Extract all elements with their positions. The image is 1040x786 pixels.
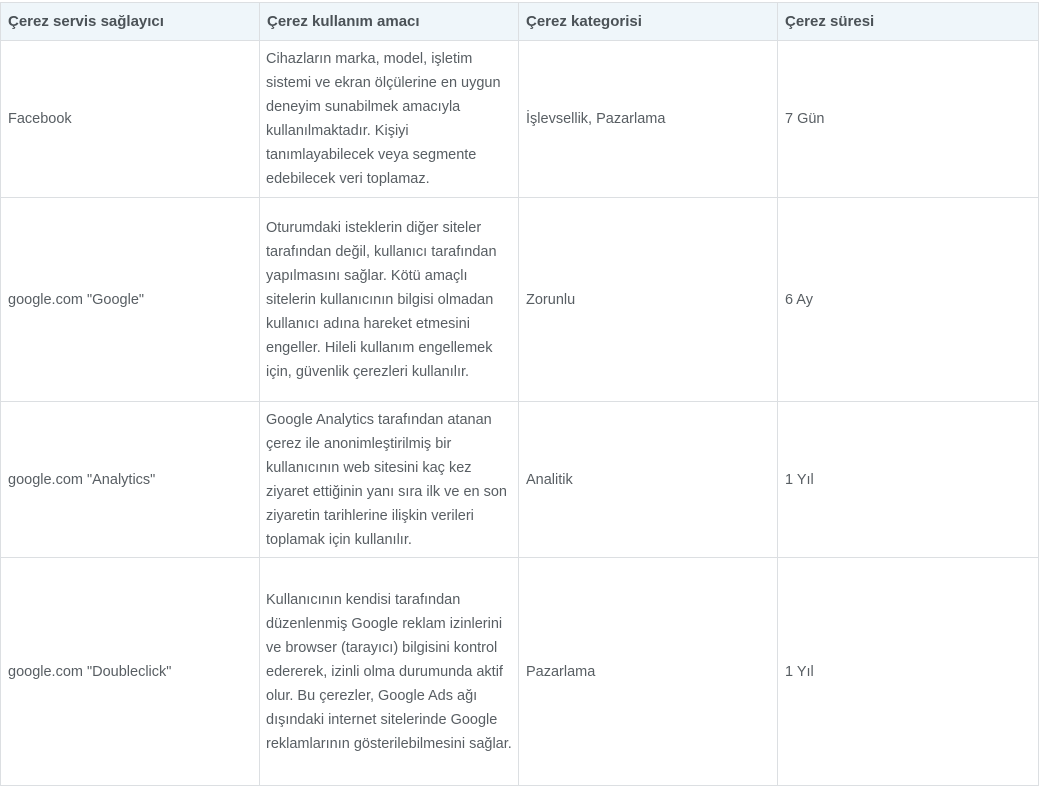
cell-duration: 1 Yıl: [778, 402, 1039, 558]
table-header: [1, 3, 1039, 41]
header-purpose: Çerez kullanım amacı: [260, 3, 519, 41]
header-category: Çerez kategorisi: [519, 3, 778, 41]
cookie-table: [0, 2, 1039, 786]
table-row: [1, 198, 1039, 402]
cell-category: İşlevsellik, Pazarlama: [519, 41, 778, 198]
cell-provider: google.com "Doubleclick": [1, 558, 260, 786]
table-body: [1, 41, 1039, 786]
cell-provider: google.com "Analytics": [1, 402, 260, 558]
cell-duration: 7 Gün: [778, 41, 1039, 198]
cell-duration: 6 Ay: [778, 198, 1039, 402]
cell-category: Analitik: [519, 402, 778, 558]
header-duration: Çerez süresi: [778, 3, 1039, 41]
cell-purpose: Cihazların marka, model, işletim sistemi ve ekran ölçülerine en uygun deneyim sunabilmek amacıyla kullanılmaktadır. Kişiyi tanımlayabilecek veya segmente edebilecek veri toplamaz.: [260, 41, 519, 198]
cell-category: Pazarlama: [519, 558, 778, 786]
cell-provider: google.com "Google": [1, 198, 260, 402]
table-row: [1, 558, 1039, 786]
cell-purpose: Kullanıcının kendisi tarafından düzenlenmiş Google reklam izinlerini ve browser (tarayıcı) bilgisini kontrol edererek, izinli olma durumunda aktif olur. Bu çerezler, Google Ads ağı dışındaki internet sitelerinde Google reklamlarının gösterilebilmesini sağlar.: [260, 558, 519, 786]
cell-purpose: Google Analytics tarafından atanan çerez ile anonimleştirilmiş bir kullanıcının web sitesini kaç kez ziyaret ettiğinin yanı sıra ilk ve en son ziyaretin tarihlerine ilişkin verileri toplamak için kullanılır.: [260, 402, 519, 558]
cell-category: Zorunlu: [519, 198, 778, 402]
table-row: [1, 41, 1039, 198]
header-provider: Çerez servis sağlayıcı: [1, 3, 260, 41]
cell-duration: 1 Yıl: [778, 558, 1039, 786]
cell-provider: Facebook: [1, 41, 260, 198]
header-row: [1, 3, 1039, 41]
table-row: [1, 402, 1039, 558]
cell-purpose: Oturumdaki isteklerin diğer siteler tarafından değil, kullanıcı tarafından yapılmasını sağlar. Kötü amaçlı sitelerin kullanıcının bilgisi olmadan kullanıcı adına hareket etmesini engeller. Hileli kullanım engellemek için, güvenlik çerezleri kullanılır.: [260, 198, 519, 402]
